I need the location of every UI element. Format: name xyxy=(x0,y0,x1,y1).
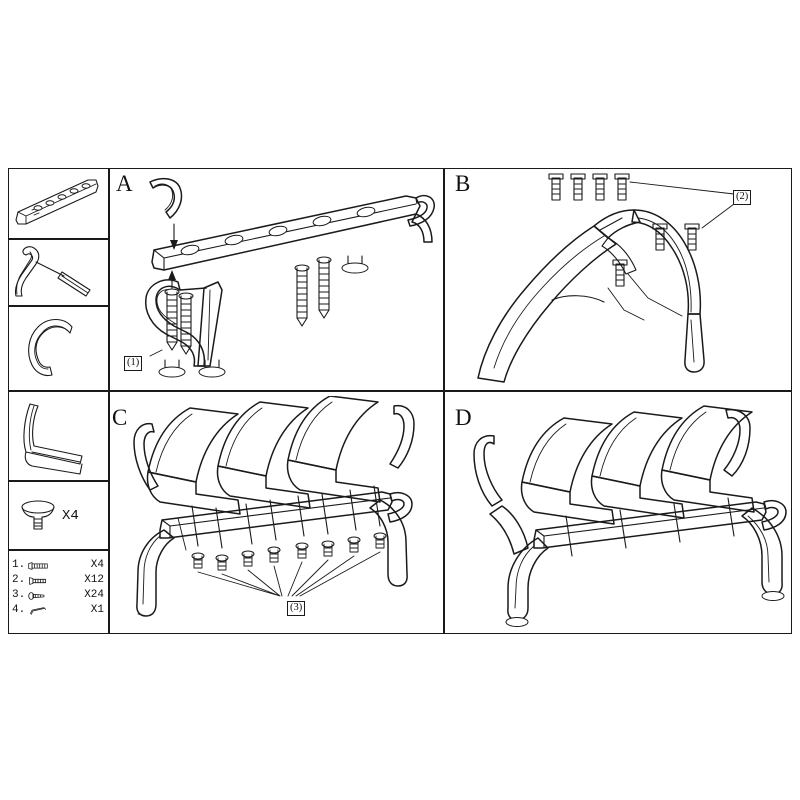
sidebar-thumb-beam-rail xyxy=(10,172,106,234)
parts-legend xyxy=(12,558,104,618)
foot-pad-a1 xyxy=(159,360,185,377)
legend-row xyxy=(12,588,104,603)
legend-row xyxy=(12,558,104,573)
bolt-b-right-1 xyxy=(653,224,667,250)
legend-quantity: X1 xyxy=(90,604,104,616)
panel-d-illustration xyxy=(448,396,792,630)
allen-key-icon xyxy=(27,605,49,617)
bolt-b-top-1 xyxy=(549,174,563,200)
bolt-b-top-4 xyxy=(615,174,629,200)
panel-a-illustration xyxy=(110,170,442,388)
foot-pad-a3 xyxy=(342,256,368,273)
callout-3: (3) xyxy=(287,601,305,616)
legend-index: 1. xyxy=(12,559,26,571)
sidebar-thumb-seat-shell xyxy=(10,396,106,476)
panel-letter-c: C xyxy=(112,405,128,430)
legend-row xyxy=(12,603,104,618)
screw-c-1 xyxy=(192,553,204,568)
screw-long-1 xyxy=(165,289,179,350)
screw-long-4 xyxy=(317,257,331,318)
legend-index: 3. xyxy=(12,589,26,601)
legend-quantity: X24 xyxy=(84,589,104,601)
panel-c-illustration xyxy=(112,396,442,630)
callout-2: (2) xyxy=(733,190,751,205)
legend-index: 4. xyxy=(12,604,26,616)
panel-letter-b: B xyxy=(455,171,471,196)
sidebar-divider-1 xyxy=(8,238,108,240)
foot-pad-quantity: X4 xyxy=(62,508,79,524)
legend-quantity: X12 xyxy=(84,574,104,586)
divider-vertical-top xyxy=(443,168,445,390)
machine-screw-icon xyxy=(27,590,49,602)
sidebar-foot-pad-icon xyxy=(16,495,62,535)
flange-bolt-icon xyxy=(27,575,49,587)
legend-index: 2. xyxy=(12,574,26,586)
panel-letter-a: A xyxy=(116,171,133,196)
sidebar-divider-2 xyxy=(8,305,108,307)
divider-horizontal-main xyxy=(8,390,792,392)
hex-bolt-icon xyxy=(27,560,49,572)
legend-row xyxy=(12,573,104,588)
screw-c-4 xyxy=(268,547,280,562)
sidebar-divider-3 xyxy=(8,480,108,482)
foot-pad-a2 xyxy=(199,360,225,377)
sidebar-thumb-armrest xyxy=(10,309,106,387)
screw-c-3 xyxy=(242,551,254,566)
screw-c-5 xyxy=(296,543,308,558)
legend-quantity: X4 xyxy=(90,559,104,571)
screw-c-2 xyxy=(216,555,228,570)
bolt-b-top-2 xyxy=(571,174,585,200)
divider-vertical-bottom xyxy=(443,390,445,634)
screw-c-8 xyxy=(374,533,386,548)
sidebar-thumb-front-leg xyxy=(10,242,106,302)
callout-1: (1) xyxy=(124,356,142,371)
sidebar-divider-4 xyxy=(8,549,108,551)
panel-letter-d: D xyxy=(455,405,472,430)
screw-long-3 xyxy=(295,265,309,326)
screw-c-6 xyxy=(322,541,334,556)
screw-c-7 xyxy=(348,537,360,552)
bolt-b-top-3 xyxy=(593,174,607,200)
